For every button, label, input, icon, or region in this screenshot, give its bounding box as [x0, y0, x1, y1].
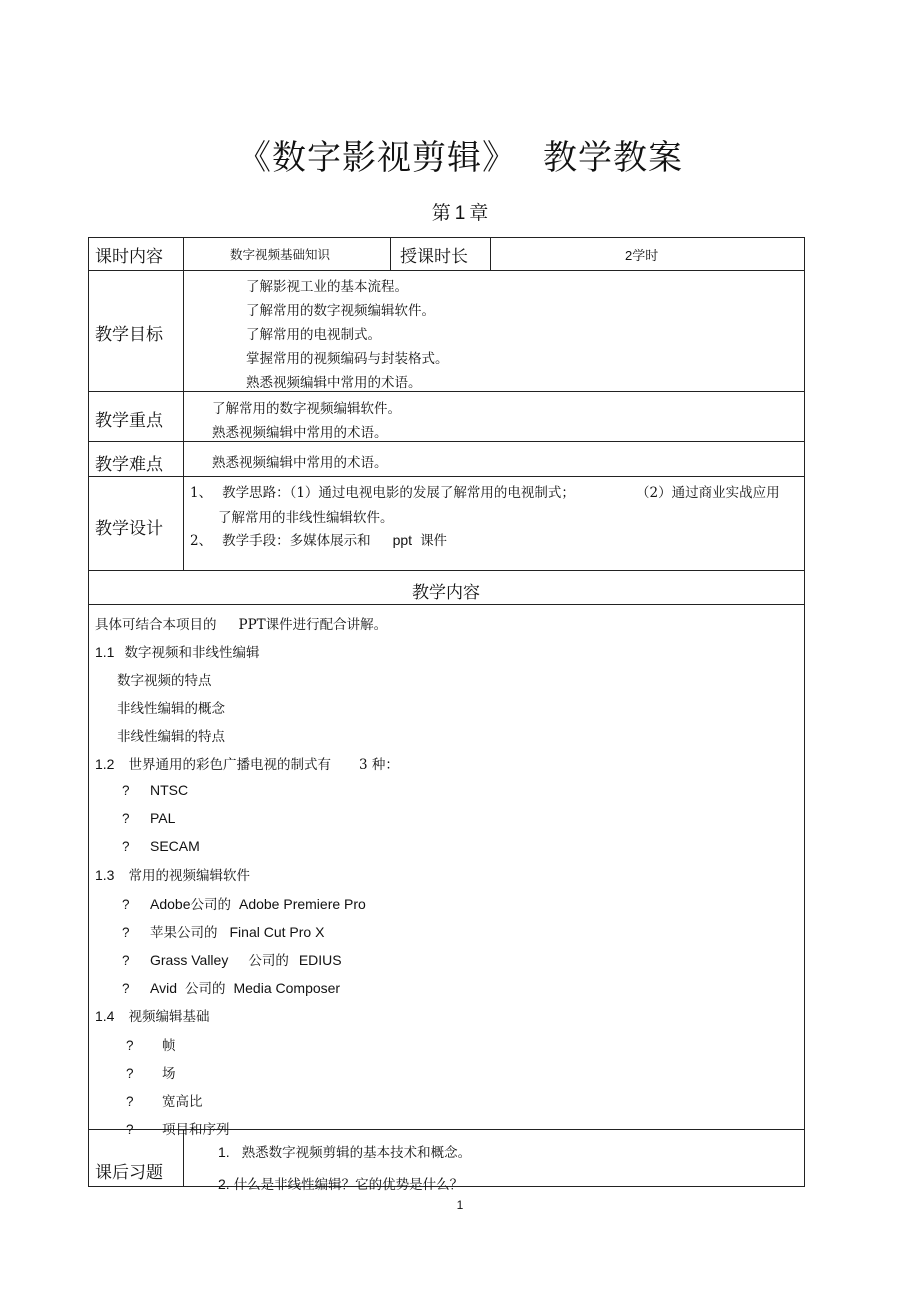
goal-item: 了解影视工业的基本流程。 — [246, 279, 408, 295]
list-item — [122, 977, 340, 997]
term: 场 — [162, 1066, 176, 1082]
section-number: 1.2 — [95, 756, 115, 772]
goal-item: 熟悉视频编辑中常用的术语。 — [246, 375, 422, 391]
bullet: ? — [122, 783, 130, 798]
section-number: 1.1 — [95, 644, 115, 660]
key-point-item: 了解常用的数字视频编辑软件。 — [212, 401, 401, 417]
list-item — [122, 949, 342, 969]
list-item — [126, 1034, 176, 1054]
section-number: 1.4 — [95, 1008, 115, 1024]
table-border-right — [804, 237, 805, 1187]
bullet: ? — [126, 1122, 134, 1137]
list-item — [122, 921, 324, 941]
section-title: 视频编辑基础 — [128, 1009, 210, 1025]
design-line-2-end: 课件 — [420, 533, 448, 549]
section-1-3 — [95, 864, 250, 884]
homework-text: 什么是非线性编辑？它的优势是什么？ — [233, 1177, 464, 1193]
bullet: ? — [122, 811, 130, 826]
software-connector: 公司的 — [248, 953, 289, 969]
bullet: ? — [122, 925, 130, 940]
design-ppt-text: ppt — [392, 532, 413, 548]
homework-number: 1. — [218, 1144, 230, 1160]
software-vendor: Grass Valley — [150, 952, 229, 968]
list-item: 非线性编辑的概念 — [117, 701, 225, 717]
software-vendor: Avid — [150, 980, 177, 996]
label-difficulty: 教学难点 — [95, 455, 163, 475]
design-line-1-text: 教学思路：（1）通过电视电影的发展了解常用的电视制式； — [222, 485, 575, 501]
intro-text-b: PPT课件进行配合讲解。 — [238, 617, 388, 633]
value-duration: 2学时 — [625, 248, 659, 263]
bullet: ? — [122, 953, 130, 968]
title-part-2: 教学教案 — [543, 138, 683, 178]
bullet: ? — [122, 981, 130, 996]
goal-item: 掌握常用的视频编码与封装格式。 — [246, 351, 449, 367]
page-number: 1 — [456, 1198, 464, 1212]
bullet: ? — [126, 1094, 134, 1109]
section-1-2 — [95, 753, 399, 773]
design-line-1 — [190, 481, 575, 501]
section-count: 3 种： — [358, 757, 399, 773]
software-connector: 公司的 — [184, 981, 226, 997]
tv-standard: SECAM — [150, 838, 200, 854]
row-divider — [88, 441, 804, 442]
design-line-1-text-2: （2）通过商业实战应用 — [636, 485, 780, 501]
goal-item: 了解常用的电视制式。 — [246, 327, 381, 343]
tv-standard: PAL — [150, 810, 176, 826]
value-lesson-content: 数字视频基础知识 — [230, 247, 331, 262]
design-line-1-continued: 了解常用的非线性编辑软件。 — [218, 510, 394, 526]
design-line-1-number: 1、 — [190, 485, 213, 501]
table-border-left — [88, 237, 89, 1187]
key-point-item: 熟悉视频编辑中常用的术语。 — [212, 425, 388, 441]
bullet: ? — [122, 839, 130, 854]
list-item — [122, 893, 366, 913]
software-vendor: 苹果公司的 — [150, 925, 218, 941]
homework-text: 熟悉数字视频剪辑的基本技术和概念。 — [241, 1145, 472, 1161]
label-homework: 课后习题 — [95, 1163, 163, 1183]
section-1-4 — [95, 1005, 209, 1025]
document-title — [0, 130, 920, 179]
software-name: Final Cut Pro X — [229, 924, 325, 940]
section-number: 1.3 — [95, 867, 115, 883]
list-item: 数字视频的特点 — [117, 673, 212, 689]
label-duration: 授课时长 — [400, 247, 468, 267]
chapter-heading — [0, 198, 920, 225]
software-vendor: Adobe — [150, 896, 191, 912]
list-item — [126, 1062, 176, 1082]
homework-item — [218, 1141, 471, 1161]
bullet: ? — [126, 1038, 134, 1053]
chapter-suffix: 章 — [469, 202, 489, 224]
label-teaching-design: 教学设计 — [95, 519, 163, 539]
term: 宽高比 — [162, 1094, 203, 1110]
homework-item — [218, 1173, 463, 1193]
goal-item: 了解常用的数字视频编辑软件。 — [246, 303, 435, 319]
design-line-2-number: 2、 — [190, 533, 213, 549]
software-name: Media Composer — [233, 980, 341, 996]
chapter-prefix: 第 — [431, 202, 451, 224]
software-name: Adobe Premiere Pro — [238, 896, 366, 912]
content-intro — [95, 613, 387, 633]
row-divider — [88, 604, 804, 605]
section-title: 数字视频和非线性编辑 — [124, 645, 260, 661]
list-item: 非线性编辑的特点 — [117, 729, 225, 745]
term: 帧 — [162, 1038, 176, 1054]
title-part-1: 《数字影视剪辑》 — [237, 138, 517, 178]
list-item — [126, 1090, 203, 1110]
intro-text-a: 具体可结合本项目的 — [95, 617, 217, 633]
section-1-1 — [95, 641, 259, 661]
bullet: ? — [126, 1066, 134, 1081]
row-divider — [88, 270, 804, 271]
content-header: 教学内容 — [412, 583, 480, 603]
row-divider — [88, 476, 804, 477]
list-item — [122, 810, 175, 827]
chapter-number: 1 — [454, 203, 466, 224]
row-divider — [88, 391, 804, 392]
design-line-2 — [190, 529, 447, 549]
section-title: 世界通用的彩色广播电视的制式有 — [128, 757, 331, 773]
column-divider — [183, 237, 184, 570]
list-item — [126, 1118, 230, 1138]
column-divider — [390, 237, 391, 270]
software-connector: 公司的 — [190, 897, 231, 913]
row-divider — [88, 570, 804, 571]
bullet: ? — [122, 897, 130, 912]
design-line-2-text: 教学手段：多媒体展示和 — [222, 533, 371, 549]
label-key-points: 教学重点 — [95, 411, 163, 431]
section-title: 常用的视频编辑软件 — [128, 868, 250, 884]
homework-number: 2. — [218, 1176, 230, 1192]
difficulty-item: 熟悉视频编辑中常用的术语。 — [212, 455, 388, 471]
term: 项目和序列 — [162, 1122, 230, 1138]
list-item — [122, 782, 188, 799]
column-divider — [490, 237, 491, 270]
tv-standard: NTSC — [150, 782, 189, 798]
label-lesson-content: 课时内容 — [95, 247, 163, 267]
table-border-top — [88, 237, 804, 238]
label-teaching-goals: 教学目标 — [95, 325, 163, 345]
software-name: EDIUS — [298, 952, 342, 968]
list-item — [122, 838, 200, 855]
